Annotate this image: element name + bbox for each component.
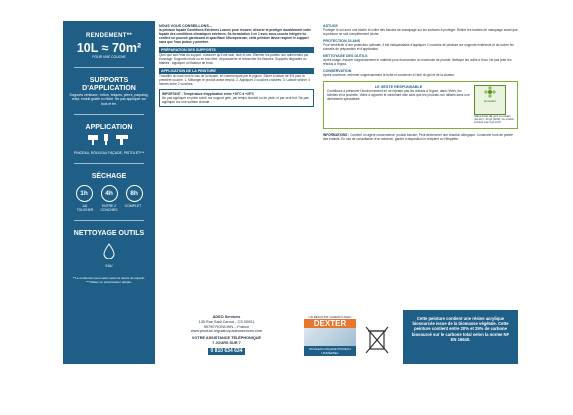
ecolabel-logo: [474, 85, 506, 115]
rendement-heading: RENDEMENT**: [86, 33, 132, 39]
responsible-text: Contribuez à préserver l'environnement en ne rejetant pas les résidus à l'égout, dans l'évier, les toilettes et la poubelle. Vidéz à apporter le contenant vide ainsi que les produits non utilisés dans une déchetterie spécialisée.: [327, 89, 470, 101]
important-heading: IMPORTANT : Température d'application entre +10°C à +25°C: [162, 92, 255, 96]
ecolabel-label: Ecolabel: [484, 99, 496, 103]
address-line: 59790 RONCHIN – France: [203, 324, 250, 329]
responsible-heading: LE GESTE RESPONSABLE: [374, 85, 423, 89]
intro-text: la peinture façade Conditions Extrêmes Luxens pour rénover, décorer et protéger durablement votre façade des conditions climatiques extrêmes. Sa formulation 2 en 1 avec sous-couche intégrée lui confère un pouvoir garnissant et opacifiant. Microporeuse, cette peinture laisse respirer le support sans que l'eau puisse y pénétrer.: [159, 28, 311, 44]
information-heading: INFORMATIONS :: [323, 132, 350, 137]
supports-text: Supports verticaux : béton, briques, pierre, parpaing, crépi, enduit gratté ou ribbé. Ne pas appliquer sur bois et fer.: [69, 93, 149, 106]
astuce-text: Protéger le sol avec une bâche et coller des bandes de masquage sur les surfaces à protéger. Retirer les bandes de masquage avant que la peinture ne soit complètement sèche.: [323, 28, 518, 36]
water-label: EAU: [105, 264, 113, 269]
roller-image: [304, 328, 356, 346]
per-coat-label: POUR UNE COUCHE: [92, 55, 126, 59]
drying-times: [63, 185, 155, 202]
ecolabel-text: Valeur limite UE pour ce produit (cat A/c) : 40 g/l (2010). Ce produit contient max 3 g/l COV.: [474, 115, 514, 125]
assistance-heading: VOTRE ASSISTANCE TÉLÉPHONIQUE: [191, 336, 262, 341]
nettoyage-heading: NETTOYAGE OUTILS: [73, 230, 145, 238]
dexter-panel: [304, 315, 356, 364]
responsible-gesture-box: [323, 81, 518, 129]
intro-heading: NOUS VOUS CONSEILLONS...: [159, 24, 212, 28]
application-text: PINCEAU, ROULEAU FAÇADE, PISTOLET***: [73, 150, 145, 155]
company-name: ADEO Services: [212, 315, 241, 319]
application-paint-heading: APPLICATION DE LA PEINTURE: [159, 68, 314, 74]
divider: [74, 114, 144, 115]
dexter-caption: ROULEAU FAÇADE PINCEAU UNIVERSEL: [304, 346, 356, 356]
ecolabel-block: [474, 85, 514, 125]
drying-time-coats: 4h: [101, 185, 118, 202]
tools-icon: [84, 132, 134, 146]
biobased-carbon-text: Cette peinture contient une résine acrylique biosourcée issue de la biomasse végétale. Cette peinture contient entre 20% et 25% de carbone biosourcé sur le carbone total selon la norme NF EN 16640.: [411, 316, 510, 342]
preparation-text: Quel que soit l'état du support, s'assurer qu'il est sain, lavé et sec. Éliminer les parties non adhérentes par brossage. Supports neufs ou en bon état : dépoussiérer et reboucher les fissures. Supports dégradés ou friables : appliquer un fixateur de fond.: [159, 53, 309, 65]
bottom-band: [159, 315, 518, 364]
flower-icon: [484, 86, 496, 98]
protection-heading: PROTECTION 15 ANS: [323, 39, 361, 43]
application-paint-text: Travailler du haut vers le bas de la façade, en commençant par le pignon. Diluer à raison de 5% pour la première couche. 1. Mélanger le produit avant emploi. 2. Appliquer 2 couches croisées. 3. Laisser sécher 4 heures entre 2 couches.: [159, 74, 310, 86]
tool-cleaning-heading: NETTOYAGE DES OUTILS: [323, 54, 368, 58]
drying-label: ENTRE 2 COUCHES: [100, 204, 118, 213]
preparation-heading: PRÉPARATION DES SUPPORTS: [159, 47, 314, 53]
footnote: **Le rendement peut varier selon la nature du support. ***Utiliser un pulvérisateur adapté.: [72, 276, 146, 285]
astuce-heading: ASTUCE: [323, 24, 338, 28]
important-box: [159, 89, 314, 107]
information-block: [323, 133, 518, 141]
phone-number[interactable]: 0 810 634 634: [208, 348, 246, 355]
application-heading: APPLICATION: [85, 123, 133, 131]
protection-text: Pour bénéficier d'une protection optimale, il est indispensable d'appliquer 2 couches de peinture sur supports extérieurs et de suivre les conseils de préparation et d'application.: [323, 43, 514, 51]
conservation-text: Après ouverture, refermer soigneusement la boîte et conserver à l'abri du gel et de la chaleur.: [323, 73, 455, 77]
biobased-carbon-panel: [403, 310, 518, 364]
drying-label: AU TOUCHER: [76, 204, 94, 213]
left-panel: [63, 21, 155, 364]
assistance-hours: 7 JOURS SUR 7: [212, 340, 241, 345]
drying-labels: [63, 204, 155, 212]
middle-column: [159, 21, 314, 321]
divider: [74, 220, 144, 221]
drying-label: COMPLET: [124, 204, 142, 209]
supports-heading: SUPPORTS D'APPLICATION: [82, 77, 136, 93]
dexter-tagline: UN RÉSULTAT GARANTI AVEC: [308, 315, 352, 319]
information-text: Contient un agent conservateur, produit biocide. Peut déclencher une réaction allergique. Conserver hors de portée des enfants. En cas de consultation d'un médecin, garder à disposition le récipient ou l'étiquette.: [323, 132, 513, 141]
sechage-heading: SÉCHAGE: [91, 173, 127, 181]
product-label: [63, 21, 518, 364]
coverage-value: 10L ≈ 70m²: [76, 41, 142, 55]
conservation-heading: CONSERVATION: [323, 69, 352, 73]
important-text: Ne pas appliquer en plein soleil, sur support gelé, par temps humide ou de pluie, ni par vent fort. Ne pas appliquer sur une surface chaude.: [162, 96, 309, 104]
address-line: 135 Rue Sadi Carnot - CS 00001: [198, 319, 255, 324]
dexter-logo: DEXTER: [304, 319, 356, 328]
address-block: [159, 315, 294, 355]
responsible-text-block: [327, 85, 470, 125]
divider: [74, 67, 144, 68]
website-link[interactable]: www.product-regulatory.adeoservices.com: [190, 329, 263, 334]
drying-time-full: 8h: [126, 185, 143, 202]
tool-cleaning-text: Après usage, essorer soigneusement le matériel pour économiser un maximum de produit. Nettoyer les outils à l'eau. Ne pas jeter les résidus à l'égout.: [323, 58, 512, 66]
crossed-bin-icon: [364, 325, 390, 355]
drying-time-touch: 1h: [76, 185, 93, 202]
divider: [74, 163, 144, 164]
right-column: [323, 21, 518, 321]
water-drop-icon: [102, 243, 116, 259]
